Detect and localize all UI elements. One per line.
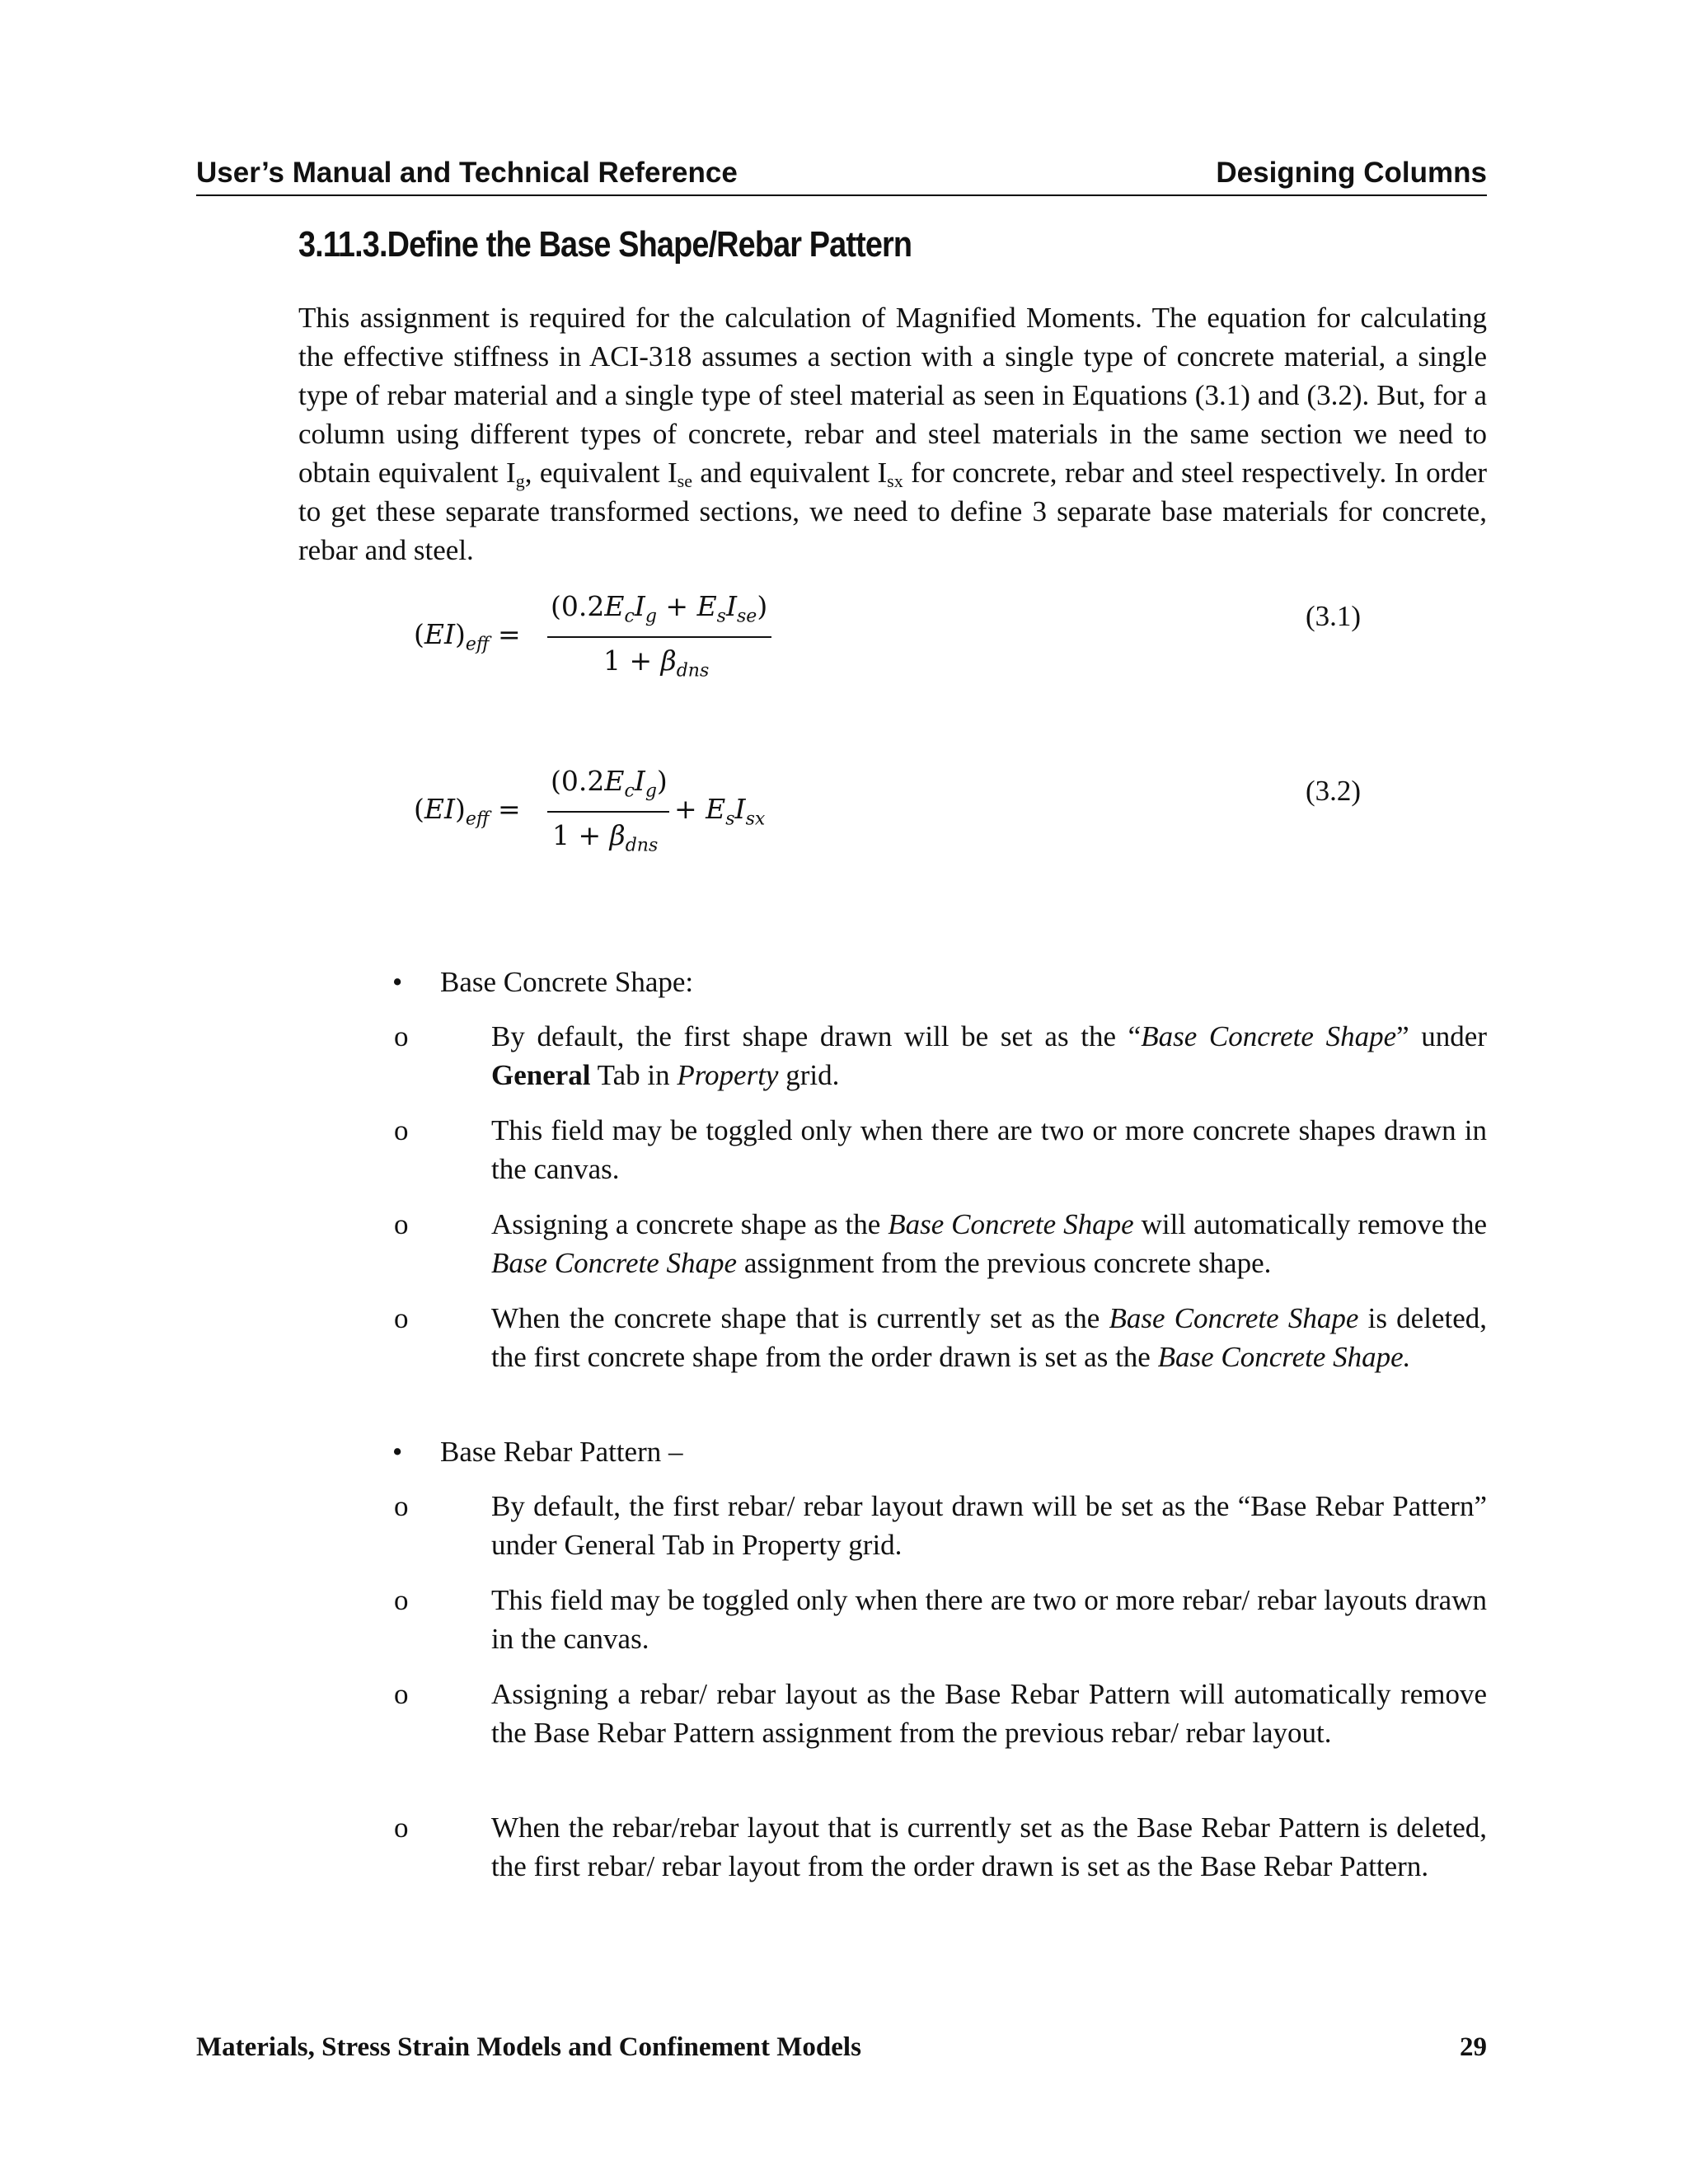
intro-text-2: , equivalent I (524, 457, 678, 489)
footer-chapter-title: Materials, Stress Strain Models and Confinement Models (196, 2032, 861, 2062)
subscript-g: g (515, 471, 525, 491)
rebar-item-1: o By default, the first rebar/ rebar layout drawn will be set as the “Base Rebar Pattern” under General Tab in Property grid. (491, 1487, 1487, 1564)
equation-3-1-lhs: $(EI)_{eff}$ = (414, 618, 521, 655)
section-title: 3.11.3.Define the Base Shape/Rebar Pattern (298, 224, 912, 265)
concrete-item-1: o By default, the first shape drawn will be set as the “Base Concrete Shape” under General Tab in Property grid. (491, 1017, 1487, 1094)
bullet-label: Base Rebar Pattern – (440, 1436, 683, 1468)
rebar-item-3: o Assigning a rebar/ rebar layout as the Base Rebar Pattern will automatically remove the Base Rebar Pattern assignment from the previous rebar/ rebar layout. (491, 1675, 1487, 1752)
bullet-label: Base Concrete Shape: (440, 966, 694, 998)
sub-bullet-marker: o (394, 1208, 409, 1240)
subscript-se: se (677, 471, 692, 491)
intro-text-1: This assignment is required for the calculation of Magnified Moments. The equation for calculating the effective stiffness in ACI-318 assumes a section with a single type of concrete material, a single type of rebar material and a single type of steel material as seen in Equations (3.1) and (3.2). But, for a column using different types of concrete, rebar and steel materials in the same section we need to obtain equivalent I (298, 302, 1487, 489)
sub-bullet-marker: o (394, 1020, 409, 1052)
equation-3-2-tail: + $E_sI_{sx}$ (674, 793, 766, 830)
rebar-item-4: o When the rebar/rebar layout that is currently set as the Base Rebar Pattern is deleted, the first rebar/ rebar layout from the order drawn is set as the Base Rebar Pattern. (491, 1808, 1487, 1886)
sub-bullet-marker: o (394, 1302, 409, 1334)
equation-3-1-number: (3.1) (1306, 600, 1362, 632)
equation-3-2-number: (3.2) (1306, 775, 1362, 807)
concrete-item-2: o This field may be toggled only when there are two or more concrete shapes drawn in the canvas. (491, 1111, 1487, 1188)
equation-3-1-denominator: $1 + \beta_{dns}$ (603, 644, 710, 682)
sub-bullet-marker: o (394, 1490, 409, 1522)
subscript-sx: sx (887, 471, 903, 491)
bullet-dot: • (392, 966, 403, 998)
concrete-item-4: o When the concrete shape that is currently set as the Base Concrete Shape is deleted, the first concrete shape from the order drawn is set as the Base Concrete Shape. (491, 1299, 1487, 1376)
equation-3-2-fraction-bar (547, 811, 669, 813)
sub-bullet-marker: o (394, 1584, 409, 1616)
equation-3-1-fraction-bar (547, 636, 771, 638)
intro-text-4: for concrete, rebar and steel respectively. In order to get these separate transformed sections, we need to define 3 separate base materials for concrete, rebar and steel. (298, 457, 1488, 566)
equation-3-2-numerator: $(0.2E_cI_g)$ (551, 765, 668, 802)
header-chapter-title: Designing Columns (1216, 157, 1487, 189)
sub-bullet-marker: o (394, 1114, 409, 1146)
equation-3-1-numerator: $(0.2E_cI_g + E_sI_{se})$ (551, 590, 768, 627)
header-manual-title: User’s Manual and Technical Reference (196, 157, 738, 189)
page-number: 29 (1460, 2032, 1487, 2062)
page-header (196, 157, 1487, 196)
sub-bullet-marker: o (394, 1811, 409, 1844)
rebar-item-2: o This field may be toggled only when there are two or more rebar/ rebar layouts drawn in the canvas. (491, 1581, 1487, 1658)
intro-text-3: and equivalent I (692, 457, 888, 489)
equation-3-2-denominator: $1 + \beta_{dns}$ (552, 819, 659, 856)
intro-paragraph (298, 298, 1487, 569)
concrete-item-3: o Assigning a concrete shape as the Base Concrete Shape will automatically remove the Base Concrete Shape assignment from the previous concrete shape. (491, 1205, 1487, 1282)
sub-bullet-marker: o (394, 1678, 409, 1710)
equation-3-2-lhs: $(EI)_{eff}$ = (414, 793, 521, 830)
bullet-dot: • (392, 1436, 403, 1468)
